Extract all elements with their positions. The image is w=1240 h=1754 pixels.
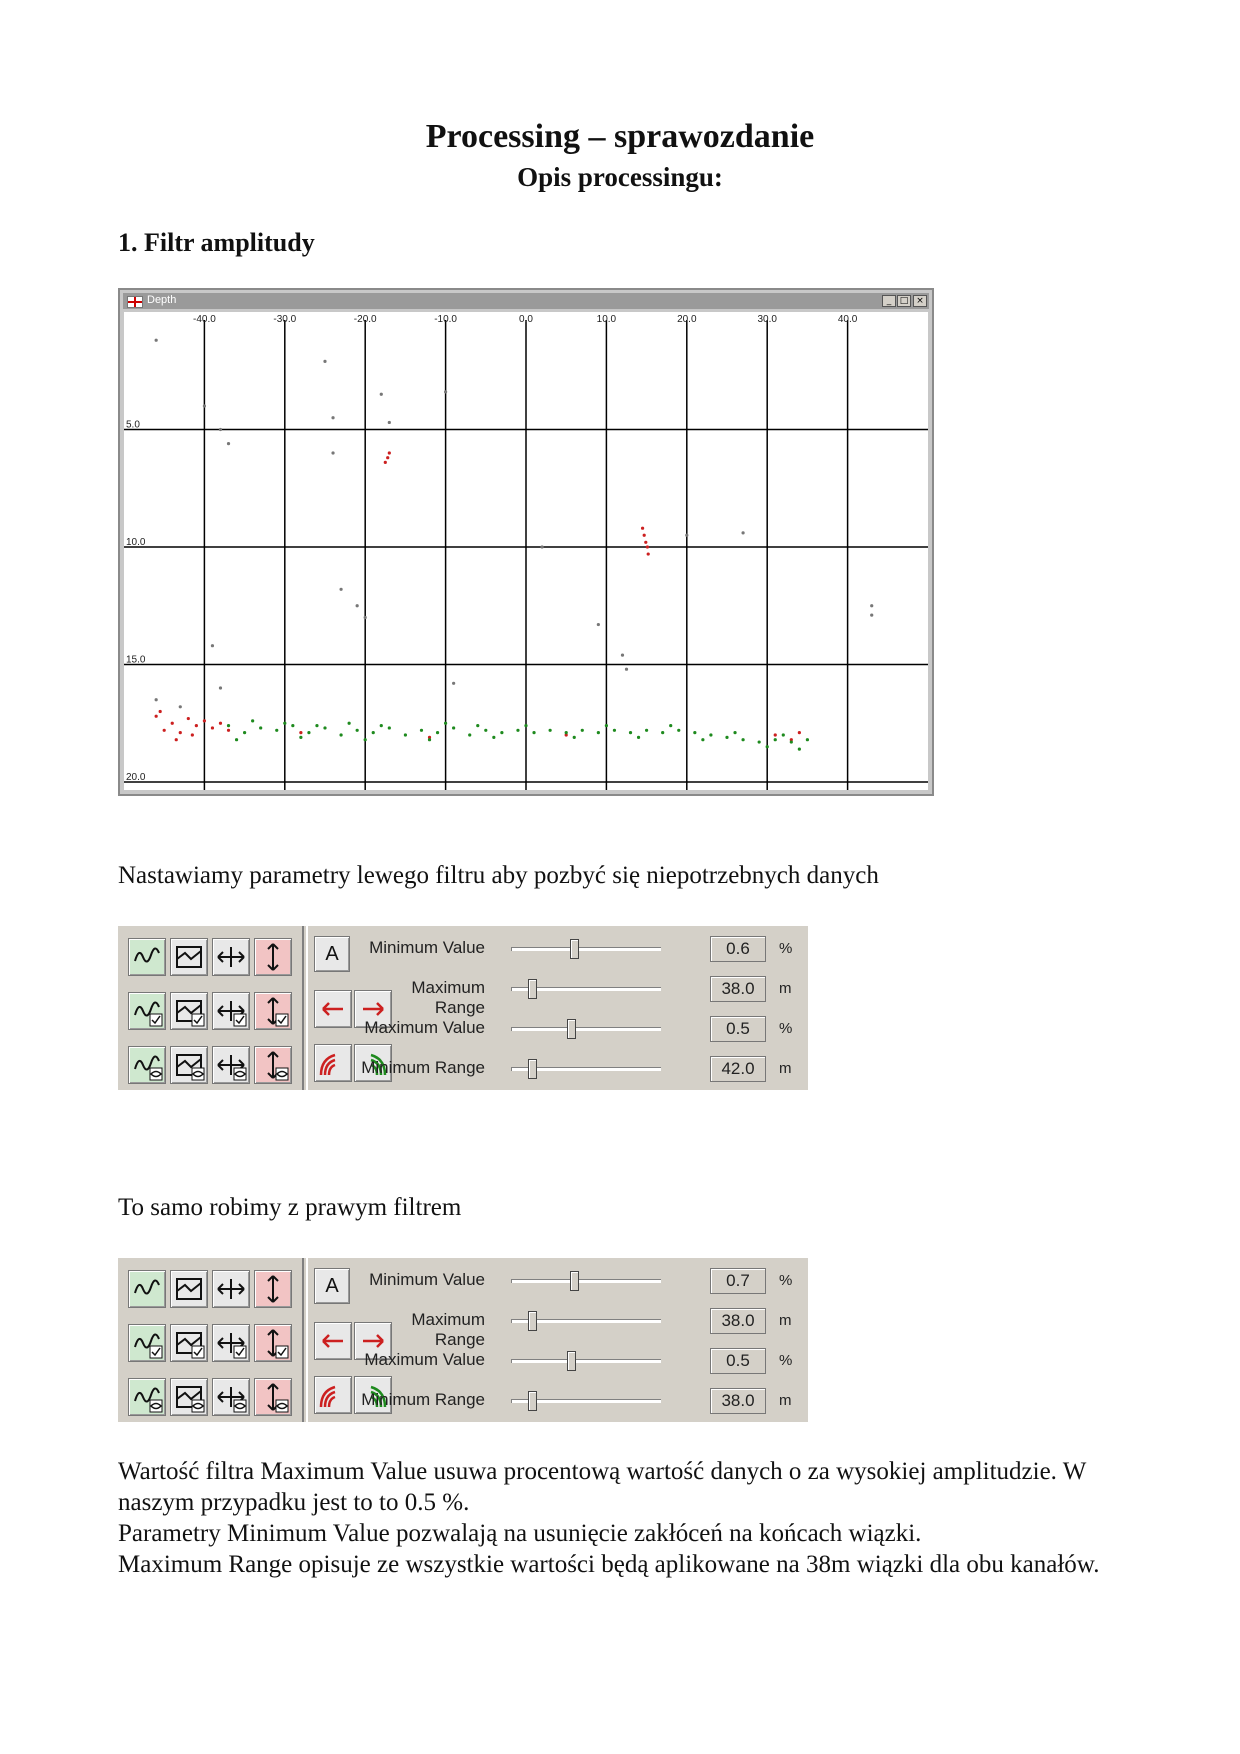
data-point: [420, 729, 423, 732]
data-point: [243, 731, 246, 734]
data-point: [291, 724, 294, 727]
data-point: [275, 729, 278, 732]
data-point: [155, 698, 158, 701]
data-point: [388, 726, 391, 729]
data-point: [251, 719, 254, 722]
data-point: [516, 729, 519, 732]
filter-unit: %: [779, 1272, 793, 1289]
x-tick-label: -20.0: [353, 314, 377, 325]
final-paragraph: Parametry Minimum Value pozwalają na usunięcie zakłóceń na końcach wiązki.: [118, 1520, 922, 1547]
image-eye-icon-glyph: [171, 1379, 207, 1415]
data-point: [605, 724, 608, 727]
x-tick-label: -10.0: [434, 314, 457, 325]
horizontal-range-icon-glyph: [213, 1271, 249, 1307]
display-mode-icons: [120, 928, 302, 1088]
auto-button-label: A: [325, 943, 339, 965]
filter-label: Minimum Range: [361, 1390, 485, 1409]
auto-button[interactable]: [314, 936, 350, 972]
data-point: [195, 724, 198, 727]
data-point: [444, 390, 447, 393]
data-point: [597, 731, 600, 734]
data-point: [613, 729, 616, 732]
horizontal-check-icon[interactable]: [212, 1324, 250, 1362]
filter-slider-thumb[interactable]: [570, 1271, 579, 1291]
data-point: [540, 545, 543, 548]
data-point: [774, 733, 777, 736]
filter-slider-thumb[interactable]: [567, 1019, 576, 1039]
data-point: [685, 534, 688, 537]
horizontal-eye-icon[interactable]: [212, 1046, 250, 1084]
left-channel-arrow-button-glyph: [315, 991, 351, 1027]
data-point: [179, 705, 182, 708]
data-point: [581, 729, 584, 732]
data-point: [384, 461, 387, 464]
data-point: [219, 722, 222, 725]
panel-divider: [302, 1258, 308, 1422]
data-point: [227, 729, 230, 732]
x-tick-label: 20.0: [677, 314, 697, 325]
data-point: [677, 729, 680, 732]
data-point: [227, 442, 230, 445]
waveform-icon[interactable]: [128, 938, 166, 976]
filter-slider-thumb[interactable]: [528, 1059, 537, 1079]
auto-button[interactable]: [314, 1268, 350, 1304]
close-button[interactable]: ×: [913, 295, 927, 307]
filter-unit: m: [779, 1392, 792, 1409]
filter-value-field[interactable]: 38.0: [710, 1388, 766, 1414]
data-point: [191, 733, 194, 736]
filter-unit: m: [779, 1312, 792, 1329]
horizontal-range-icon-glyph: [213, 939, 249, 975]
data-point: [549, 729, 552, 732]
display-mode-icons: [120, 1260, 302, 1420]
depth-window-titlebar: [123, 293, 929, 309]
waveform-eye-icon-glyph: [129, 1047, 165, 1083]
data-point: [364, 616, 367, 619]
data-point: [179, 731, 182, 734]
data-point: [733, 731, 736, 734]
waveform-icon-glyph: [129, 1271, 165, 1307]
filter-value-field[interactable]: 38.0: [710, 976, 766, 1002]
auto-button-label: A: [325, 1275, 339, 1297]
data-point: [597, 623, 600, 626]
waveform-check-icon[interactable]: [128, 1324, 166, 1362]
document-title: Processing – sprawozdanie: [425, 118, 815, 155]
depth-window-title: Depth: [147, 294, 177, 306]
data-point: [436, 731, 439, 734]
data-point: [203, 404, 206, 407]
depth-window: [118, 288, 934, 796]
horizontal-eye-icon[interactable]: [212, 1378, 250, 1416]
image-view-icon[interactable]: [170, 1270, 208, 1308]
filter-slider-track[interactable]: [511, 947, 661, 951]
data-point: [299, 736, 302, 739]
data-point: [452, 682, 455, 685]
x-tick-label: 0.0: [519, 314, 533, 325]
data-point: [565, 731, 568, 734]
filter-value-field[interactable]: 38.0: [710, 1308, 766, 1334]
data-point: [171, 722, 174, 725]
x-tick-label: -40.0: [193, 314, 216, 325]
data-point: [625, 668, 628, 671]
filter-value-field[interactable]: 0.5: [710, 1016, 766, 1042]
data-point: [299, 731, 302, 734]
vertical-check-icon[interactable]: [254, 1324, 292, 1362]
data-point: [573, 736, 576, 739]
data-point: [203, 719, 206, 722]
waveform-eye-icon[interactable]: [128, 1378, 166, 1416]
data-point: [339, 733, 342, 736]
paragraph-right-filter: To samo robimy z prawym filtrem: [118, 1194, 462, 1221]
image-check-icon[interactable]: [170, 992, 208, 1030]
data-point: [428, 738, 431, 741]
data-point: [404, 733, 407, 736]
filter-unit: %: [779, 1352, 793, 1369]
data-point: [175, 738, 178, 741]
data-point: [621, 654, 624, 657]
data-point: [790, 740, 793, 743]
data-point: [235, 738, 238, 741]
filter-unit: m: [779, 1060, 792, 1077]
left-beam-icon-glyph: [315, 1377, 351, 1413]
panel-divider: [302, 926, 308, 1090]
image-eye-icon[interactable]: [170, 1378, 208, 1416]
vertical-range-icon-glyph: [255, 939, 291, 975]
vertical-range-icon-glyph: [255, 1271, 291, 1307]
filter-slider-thumb[interactable]: [567, 1351, 576, 1371]
data-point: [484, 729, 487, 732]
data-point: [645, 729, 648, 732]
data-point: [323, 360, 326, 363]
data-point: [661, 731, 664, 734]
data-point: [741, 738, 744, 741]
data-point: [643, 534, 646, 537]
data-point: [766, 745, 769, 748]
data-point: [380, 724, 383, 727]
filter-value-field[interactable]: 0.5: [710, 1348, 766, 1374]
filter-value-field[interactable]: 0.7: [710, 1268, 766, 1294]
data-point: [725, 736, 728, 739]
data-point: [364, 738, 367, 741]
filter-unit: %: [779, 940, 793, 957]
image-check-icon[interactable]: [170, 1324, 208, 1362]
data-point: [155, 339, 158, 342]
y-tick-label: 5.0: [126, 419, 140, 431]
data-point: [492, 736, 495, 739]
data-point: [806, 738, 809, 741]
x-tick-label: 40.0: [837, 314, 858, 325]
data-point: [372, 731, 375, 734]
paragraph-left-filter: Nastawiamy parametry lewego filtru aby pozbyć się niepotrzebnych danych: [118, 862, 879, 889]
data-point: [741, 531, 744, 534]
waveform-check-icon-glyph: [129, 993, 165, 1029]
data-point: [331, 451, 334, 454]
right-filter-panel: [118, 1258, 808, 1422]
data-point: [283, 722, 286, 725]
image-check-icon-glyph: [171, 993, 207, 1029]
waveform-icon[interactable]: [128, 1270, 166, 1308]
y-tick-label: 20.0: [126, 772, 146, 783]
vertical-eye-icon-glyph: [255, 1379, 291, 1415]
final-paragraph: Maximum Range opisuje ze wszystkie wartości będą aplikowane na 38m wiązki dla obu kanałów.: [118, 1551, 1100, 1578]
minimize-button[interactable]: _: [882, 295, 896, 307]
filter-unit: m: [779, 980, 792, 997]
filter-label: Minimum Value: [369, 1270, 485, 1289]
data-point: [452, 726, 455, 729]
y-tick-label: 10.0: [126, 537, 146, 548]
horizontal-check-icon[interactable]: [212, 992, 250, 1030]
data-point: [798, 731, 801, 734]
image-check-icon-glyph: [171, 1325, 207, 1361]
filter-value-field[interactable]: 0.6: [710, 936, 766, 962]
left-channel-arrow-button[interactable]: [314, 1322, 352, 1360]
data-point: [323, 726, 326, 729]
filter-slider-track[interactable]: [511, 1027, 661, 1031]
x-tick-label: 10.0: [596, 314, 617, 325]
data-point: [307, 731, 310, 734]
data-point: [386, 456, 389, 459]
left-filter-panel: [118, 926, 808, 1090]
data-point: [348, 722, 351, 725]
data-point: [356, 729, 359, 732]
x-tick-label: 30.0: [757, 314, 777, 325]
image-eye-icon[interactable]: [170, 1046, 208, 1084]
data-point: [227, 724, 230, 727]
final-paragraph: Wartość filtra Maximum Value usuwa procentową wartość danych o za wysokiej amplitudzie. W naszym przypadku jest to to 0.5 %.: [118, 1458, 1086, 1516]
data-point: [644, 541, 647, 544]
data-point: [444, 722, 447, 725]
section-heading: 1. Filtr amplitudy: [118, 228, 315, 257]
image-view-icon-glyph: [171, 939, 207, 975]
filter-slider-thumb[interactable]: [570, 939, 579, 959]
waveform-check-icon-glyph: [129, 1325, 165, 1361]
horizontal-range-icon[interactable]: [212, 1270, 250, 1308]
y-tick-label: 15.0: [126, 654, 146, 666]
data-point: [211, 644, 214, 647]
waveform-check-icon[interactable]: [128, 992, 166, 1030]
filter-label: Maximum Value: [364, 1350, 485, 1369]
filter-value-field[interactable]: 42.0: [710, 1056, 766, 1082]
data-point: [331, 416, 334, 419]
final-text: [118, 1456, 1108, 1580]
data-point: [637, 736, 640, 739]
data-point: [870, 604, 873, 607]
filter-unit: %: [779, 1020, 793, 1037]
filter-label: Minimum Range: [361, 1058, 485, 1077]
data-point: [669, 724, 672, 727]
data-point: [219, 428, 222, 431]
waveform-eye-icon[interactable]: [128, 1046, 166, 1084]
data-point: [693, 731, 696, 734]
data-point: [468, 733, 471, 736]
waveform-eye-icon-glyph: [129, 1379, 165, 1415]
vertical-check-icon-glyph: [255, 1325, 291, 1361]
data-point: [774, 738, 777, 741]
window-app-icon: [127, 296, 143, 308]
document-subtitle: Opis processingu:: [517, 162, 723, 192]
data-point: [709, 733, 712, 736]
data-point: [219, 686, 222, 689]
filter-label: Maximum Value: [364, 1018, 485, 1037]
filter-slider-thumb[interactable]: [528, 979, 537, 999]
data-point: [500, 731, 503, 734]
depth-plot-area: [124, 312, 928, 790]
vertical-eye-icon[interactable]: [254, 1378, 292, 1416]
left-channel-arrow-button[interactable]: [314, 990, 352, 1028]
image-eye-icon-glyph: [171, 1047, 207, 1083]
data-point: [647, 552, 650, 555]
vertical-eye-icon-glyph: [255, 1047, 291, 1083]
data-point: [646, 545, 649, 548]
filter-slider-thumb[interactable]: [528, 1391, 537, 1411]
data-point: [388, 421, 391, 424]
data-point: [339, 588, 342, 591]
depth-scatter-chart: [124, 312, 928, 790]
left-beam-icon[interactable]: [314, 1044, 352, 1082]
left-beam-icon-glyph: [315, 1045, 351, 1081]
image-view-icon-glyph: [171, 1271, 207, 1307]
data-point: [524, 724, 527, 727]
left-channel-arrow-button-glyph: [315, 1323, 351, 1359]
maximize-button[interactable]: □: [897, 295, 911, 307]
data-point: [187, 717, 190, 720]
horizontal-check-icon-glyph: [213, 1325, 249, 1361]
horizontal-eye-icon-glyph: [213, 1047, 249, 1083]
data-point: [380, 393, 383, 396]
data-point: [758, 740, 761, 743]
data-point: [629, 731, 632, 734]
filter-slider-thumb[interactable]: [528, 1311, 537, 1331]
data-point: [798, 748, 801, 751]
data-point: [315, 724, 318, 727]
vertical-check-icon-glyph: [255, 993, 291, 1029]
waveform-icon-glyph: [129, 939, 165, 975]
data-point: [476, 724, 479, 727]
filter-label: Maximum Range: [411, 978, 485, 1017]
data-point: [356, 604, 359, 607]
data-point: [388, 451, 391, 454]
filter-label: Maximum Range: [411, 1310, 485, 1349]
x-tick-label: -30.0: [273, 314, 297, 325]
data-point: [641, 527, 644, 530]
filter-slider-track[interactable]: [511, 1279, 661, 1283]
data-point: [782, 733, 785, 736]
left-beam-icon[interactable]: [314, 1376, 352, 1414]
data-point: [211, 726, 214, 729]
filter-slider-track[interactable]: [511, 1359, 661, 1363]
vertical-eye-icon[interactable]: [254, 1046, 292, 1084]
data-point: [155, 715, 158, 718]
vertical-range-icon[interactable]: [254, 938, 292, 976]
data-point: [532, 731, 535, 734]
data-point: [870, 614, 873, 617]
data-point: [159, 710, 162, 713]
horizontal-check-icon-glyph: [213, 993, 249, 1029]
horizontal-range-icon[interactable]: [212, 938, 250, 976]
vertical-check-icon[interactable]: [254, 992, 292, 1030]
image-view-icon[interactable]: [170, 938, 208, 976]
horizontal-eye-icon-glyph: [213, 1379, 249, 1415]
data-point: [163, 729, 166, 732]
data-point: [259, 726, 262, 729]
filter-label: Minimum Value: [369, 938, 485, 957]
data-point: [701, 738, 704, 741]
vertical-range-icon[interactable]: [254, 1270, 292, 1308]
